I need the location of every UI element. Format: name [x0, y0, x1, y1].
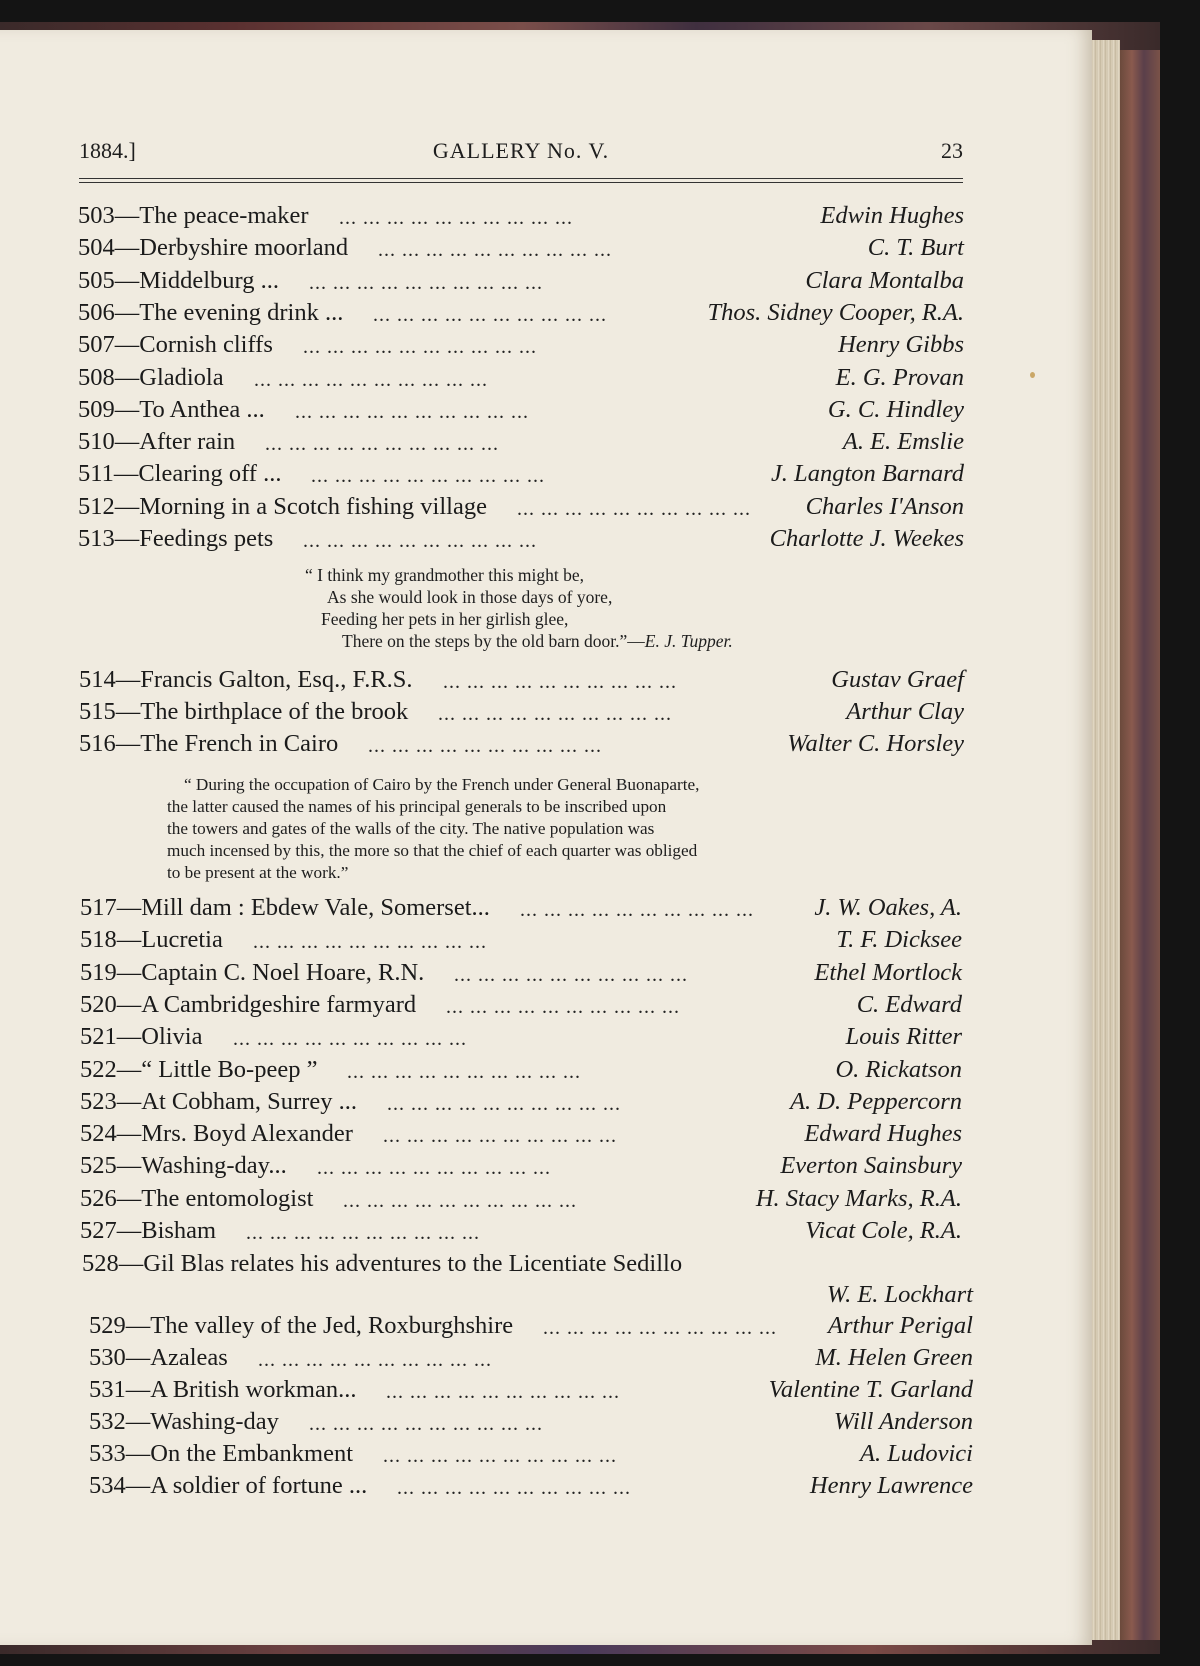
entry-title: 522—“ Little Bo-peep ” [80, 1055, 318, 1083]
entry-artist: Everton Sainsbury [780, 1152, 962, 1180]
entry-title: 511—Clearing off ... [78, 460, 282, 488]
entry-title: 520—A Cambridgeshire farmyard [80, 990, 417, 1018]
entry-artist: A. E. Emslie [842, 428, 964, 456]
dot-leader: ... ... ... ... ... ... ... ... ... ... [339, 207, 573, 229]
entry-artist: A. D. Peppercorn [790, 1087, 962, 1115]
entry-title: 505—Middelburg ... [78, 266, 279, 294]
entry-title: 503—The peace-maker [78, 202, 309, 229]
entry-title: 526—The entomologist [80, 1184, 314, 1212]
dot-leader: ... ... ... ... ... ... ... ... ... ... [543, 1317, 777, 1339]
entry-title: 518—Lucretia [80, 926, 223, 954]
catalogue-entry [89, 1440, 973, 1470]
cairo-quote [167, 774, 699, 884]
dot-leader: ... ... ... ... ... ... ... ... ... ... [383, 1125, 617, 1148]
paper-spot [1030, 372, 1035, 378]
header-rule-thick [79, 178, 963, 179]
entry-title: 512—Morning in a Scotch fishing village [78, 492, 487, 520]
catalogue-entry [89, 1312, 973, 1342]
catalogue-entry [89, 1376, 973, 1406]
catalogue-entry [80, 1120, 962, 1150]
tupper-quote [305, 564, 733, 652]
dot-leader: ... ... ... ... ... ... ... ... ... ... [258, 1349, 492, 1371]
header-year: 1884.] [79, 138, 136, 163]
quote-line: to be present at the work.” [167, 863, 349, 882]
dot-leader: ... ... ... ... ... ... ... ... ... ... [397, 1477, 631, 1499]
quote-line: Feeding her pets in her girlish glee, [321, 609, 569, 629]
catalogue-entry [79, 730, 964, 760]
entry-title: 504—Derbyshire moorland [78, 234, 349, 262]
entry-artist: H. Stacy Marks, R.A. [755, 1184, 962, 1212]
catalogue-entry [80, 1152, 962, 1182]
catalogue-entry [80, 991, 962, 1021]
entry-artist: O. Rickatson [835, 1055, 962, 1083]
entry-artist: Ethel Mortlock [814, 958, 962, 986]
entry-artist: Thos. Sidney Cooper, R.A. [707, 298, 964, 326]
catalogue-entry [78, 267, 964, 297]
entry-artist: Henry Gibbs [838, 331, 964, 359]
entry-title: 521—Olivia [80, 1023, 203, 1051]
catalogue-entry [80, 894, 962, 924]
running-header [79, 138, 963, 168]
entry-title: 515—The birthplace of the brook [79, 698, 409, 725]
catalogue-entry [89, 1344, 973, 1374]
entry-artist: Clara Montalba [805, 266, 964, 294]
dot-leader: ... ... ... ... ... ... ... ... ... ... [520, 899, 754, 921]
entry-artist: Walter C. Horsley [787, 730, 964, 757]
entry-artist: Gustav Graef [831, 666, 964, 693]
entry-title: 509—To Anthea ... [78, 395, 265, 423]
quote-line: much incensed by this, the more so that the chief of each quarter was obliged [167, 841, 698, 860]
dot-leader: ... ... ... ... ... ... ... ... ... ... [343, 1189, 577, 1212]
entry-title: 513—Feedings pets [78, 525, 274, 552]
dot-leader: ... ... ... ... ... ... ... ... ... ... [347, 1060, 581, 1083]
entry-title: 534—A soldier of fortune ... [89, 1472, 368, 1499]
dot-leader: ... ... ... ... ... ... ... ... ... ... [295, 400, 529, 423]
catalogue-entry [78, 428, 964, 458]
entry-artist: A. Ludovici [860, 1440, 973, 1467]
book-cover-edge [1120, 50, 1160, 1640]
entry-artist: Will Anderson [833, 1408, 973, 1435]
catalogue-entry [78, 364, 964, 394]
dot-leader: ... ... ... ... ... ... ... ... ... ... [387, 1092, 621, 1115]
dot-leader: ... ... ... ... ... ... ... ... ... ... [383, 1445, 617, 1467]
entry-artist: Edwin Hughes [820, 202, 964, 229]
dot-leader: ... ... ... ... ... ... ... ... ... ... [253, 931, 487, 954]
dot-leader: ... ... ... ... ... ... ... ... ... ... [246, 1222, 480, 1244]
catalogue-entry [78, 493, 964, 523]
entry-artist: J. W. Oakes, A. [814, 894, 962, 921]
dot-leader: ... ... ... ... ... ... ... ... ... ... [311, 465, 545, 488]
dot-leader: ... ... ... ... ... ... ... ... ... ... [368, 735, 602, 757]
entry-title: 507—Cornish cliffs [78, 331, 273, 359]
entry-artist: Louis Ritter [845, 1023, 962, 1051]
entry-artist: Edward Hughes [804, 1120, 962, 1148]
entry-528-artist: W. E. Lockhart [826, 1281, 973, 1308]
catalogue-entry [80, 1088, 962, 1118]
entry-artist: Arthur Clay [846, 698, 964, 725]
catalogue-entry [80, 959, 962, 989]
dot-leader: ... ... ... ... ... ... ... ... ... ... [303, 530, 537, 552]
entry-title: 529—The valley of the Jed, Roxburghshire [89, 1312, 514, 1339]
header-rule-thin [79, 182, 963, 183]
entry-artist: T. F. Dicksee [836, 926, 962, 954]
entry-title: 533—On the Embankment [89, 1440, 354, 1467]
quote-line: the latter caused the names of his principal generals to be inscribed upon [167, 797, 667, 816]
dot-leader: ... ... ... ... ... ... ... ... ... ... [517, 497, 751, 520]
entry-artist: C. T. Burt [867, 234, 964, 262]
catalogue-entry [80, 1217, 962, 1247]
quote-line: the towers and gates of the walls of the city. The native population was [167, 819, 655, 838]
entry-title: 508—Gladiola [78, 363, 224, 391]
entry-artist: Charles I'Anson [805, 492, 964, 520]
entry-artist: J. Langton Barnard [770, 460, 964, 488]
entry-artist: Henry Lawrence [809, 1472, 973, 1499]
dot-leader: ... ... ... ... ... ... ... ... ... ... [233, 1028, 467, 1051]
entry-artist: M. Helen Green [815, 1344, 973, 1371]
catalogue-entry [80, 1023, 962, 1053]
entry-artist: Valentine T. Garland [768, 1376, 973, 1403]
entry-title: 514—Francis Galton, Esq., F.R.S. [79, 666, 413, 693]
catalogue-entry [78, 331, 964, 361]
quote-line: “ During the occupation of Cairo by the French under General Buonaparte, [184, 775, 700, 794]
entry-title: 519—Captain C. Noel Hoare, R.N. [80, 958, 425, 986]
entry-title: 524—Mrs. Boyd Alexander [80, 1120, 353, 1148]
entry-title: 530—Azaleas [89, 1344, 228, 1371]
dot-leader: ... ... ... ... ... ... ... ... ... ... [386, 1381, 620, 1403]
entry-artist: E. G. Provan [835, 363, 964, 391]
catalogue-entry [78, 202, 964, 232]
entry-title: 516—The French in Cairo [79, 730, 339, 757]
catalogue-entry [78, 460, 964, 490]
dot-leader: ... ... ... ... ... ... ... ... ... ... [438, 703, 672, 725]
dot-leader: ... ... ... ... ... ... ... ... ... ... [254, 368, 488, 391]
entry-title: 528—Gil Blas relates his adventures to the Licentiate Sedillo [82, 1250, 683, 1277]
catalogue-entry [79, 666, 964, 696]
dot-leader: ... ... ... ... ... ... ... ... ... ... [265, 433, 499, 456]
quote-line: “ I think my grandmother this might be, [305, 565, 584, 585]
entry-title: 531—A British workman... [89, 1376, 357, 1403]
catalogue-entry [78, 299, 964, 329]
catalogue-entry [89, 1408, 973, 1438]
catalogue-entry [78, 525, 964, 555]
entry-title: 525—Washing-day... [80, 1152, 287, 1180]
catalogue-entry [80, 1185, 962, 1215]
header-gallery-title: GALLERY No. V. [432, 138, 610, 163]
dot-leader: ... ... ... ... ... ... ... ... ... ... [309, 271, 543, 294]
catalogue-entry [80, 1056, 962, 1086]
entry-title: 510—After rain [78, 428, 236, 456]
catalogue-entry [89, 1472, 973, 1502]
quote-line: As she would look in those days of yore, [327, 587, 613, 607]
dot-leader: ... ... ... ... ... ... ... ... ... ... [454, 963, 688, 986]
entry-artist: C. Edward [856, 990, 962, 1018]
entry-title: 517—Mill dam : Ebdew Vale, Somerset... [80, 894, 490, 921]
catalogue-entry [80, 926, 962, 956]
entry-title: 506—The evening drink ... [78, 298, 344, 326]
dot-leader: ... ... ... ... ... ... ... ... ... ... [317, 1157, 551, 1180]
dot-leader: ... ... ... ... ... ... ... ... ... ... [443, 671, 677, 693]
quote-line: There on the steps by the old barn door.”— [342, 631, 645, 651]
catalogue-entry-528 [82, 1250, 962, 1280]
entry-artist: G. C. Hindley [827, 395, 964, 423]
entry-artist: Arthur Perigal [828, 1312, 973, 1339]
catalogue-entry [79, 698, 964, 728]
dot-leader: ... ... ... ... ... ... ... ... ... ... [373, 303, 607, 326]
catalogue-entry [78, 234, 964, 264]
catalogue-entry [78, 396, 964, 426]
entry-artist: Vicat Cole, R.A. [805, 1217, 962, 1244]
quote-attribution: E. J. Tupper. [644, 631, 733, 651]
entry-artist: Charlotte J. Weekes [769, 525, 964, 552]
entry-title: 523—At Cobham, Surrey ... [80, 1087, 357, 1115]
dot-leader: ... ... ... ... ... ... ... ... ... ... [378, 239, 612, 262]
page-number: 23 [941, 138, 963, 163]
dot-leader: ... ... ... ... ... ... ... ... ... ... [303, 336, 537, 359]
entry-title: 527—Bisham [80, 1217, 217, 1244]
entry-title: 532—Washing-day [89, 1408, 279, 1435]
dot-leader: ... ... ... ... ... ... ... ... ... ... [309, 1413, 543, 1435]
dot-leader: ... ... ... ... ... ... ... ... ... ... [446, 995, 680, 1018]
